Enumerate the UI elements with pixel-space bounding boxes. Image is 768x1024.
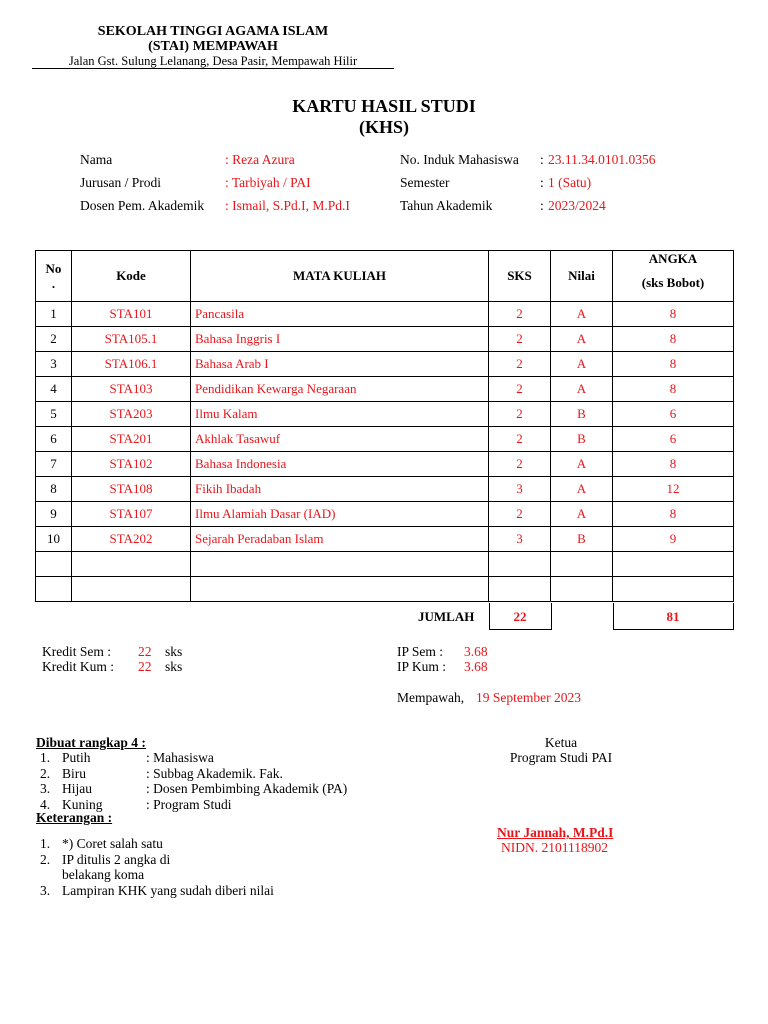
- row-no: 1: [36, 302, 72, 327]
- school-name: SEKOLAH TINGGI AGAMA ISLAM: [97, 24, 329, 39]
- col-nilai-header: Nilai: [551, 251, 613, 302]
- date-value: 19 September 2023: [476, 690, 581, 705]
- row-sks: 2: [489, 502, 551, 527]
- table-row: [36, 327, 734, 352]
- school-address: Jalan Gst. Sulung Lelanang, Desa Pasir, Mempawah Hilir: [68, 54, 358, 68]
- rangkap-title: Dibuat rangkap 4 :: [36, 735, 146, 750]
- row-nilai: A: [551, 377, 613, 402]
- row-kode: STA102: [72, 452, 191, 477]
- row-kode: STA106.1: [72, 352, 191, 377]
- row-sks: 2: [489, 427, 551, 452]
- jurusan-value: : Tarbiyah / PAI: [225, 175, 311, 190]
- rangkap-num: 2.: [40, 765, 51, 781]
- doc-title: KARTU HASIL STUDI: [292, 96, 476, 116]
- empty-cell: [613, 552, 734, 577]
- grades-table: [35, 250, 734, 602]
- sign-nidn: NIDN. 2101118902: [501, 840, 608, 855]
- keterangan-num: 3.: [40, 882, 51, 898]
- table-row-empty: [36, 577, 734, 602]
- row-nilai: A: [551, 352, 613, 377]
- row-kode: STA203: [72, 402, 191, 427]
- rangkap-num: 1.: [40, 750, 51, 765]
- table-row: [36, 527, 734, 552]
- row-angka: 8: [613, 452, 734, 477]
- nim-colon: :: [540, 152, 544, 167]
- keterangan-num: 1.: [40, 836, 51, 851]
- row-angka: 8: [613, 502, 734, 527]
- tahun-label: Tahun Akademik: [400, 198, 493, 213]
- tahun-value: 2023/2024: [548, 198, 606, 213]
- row-mata-kuliah: Akhlak Tasawuf: [191, 427, 489, 452]
- row-mata-kuliah: Pancasila: [191, 302, 489, 327]
- row-mata-kuliah: Ilmu Alamiah Dasar (IAD): [191, 502, 489, 527]
- keterangan-title: Keterangan :: [36, 810, 113, 825]
- rangkap-num: 3.: [40, 781, 51, 796]
- row-no: 8: [36, 477, 72, 502]
- semester-value: 1 (Satu): [548, 175, 592, 190]
- nim-label: No. Induk Mahasiswa: [400, 152, 519, 167]
- date-place: Mempawah,: [397, 690, 465, 705]
- table-row: [36, 402, 734, 427]
- kredit-sem-value: 22: [138, 644, 152, 659]
- semester-colon: :: [540, 175, 544, 190]
- rangkap-color: Hijau: [62, 781, 92, 796]
- row-sks: 2: [489, 402, 551, 427]
- row-angka: 6: [613, 427, 734, 452]
- rangkap-desc: : Subbag Akademik. Fak.: [146, 765, 283, 781]
- row-angka: 8: [613, 302, 734, 327]
- row-kode: STA107: [72, 502, 191, 527]
- kredit-kum-value: 22: [138, 659, 152, 674]
- keterangan-item: [40, 852, 274, 883]
- rangkap-desc: : Program Studi: [146, 796, 232, 812]
- row-sks: 2: [489, 327, 551, 352]
- rangkap-num: 4.: [40, 796, 51, 812]
- row-angka: 6: [613, 402, 734, 427]
- col-angka-text: ANGKA: [648, 251, 698, 266]
- school-abbrev: (STAI) MEMPAWAH: [148, 39, 278, 54]
- table-row-empty: [36, 552, 734, 577]
- table-row: [36, 427, 734, 452]
- rangkap-color: Putih: [62, 750, 91, 765]
- jumlah-sks: 22: [513, 609, 527, 624]
- col-angka-sub: (sks Bobot): [641, 275, 705, 290]
- empty-cell: [551, 577, 613, 602]
- header-underline: [32, 68, 394, 69]
- empty-cell: [72, 577, 191, 602]
- rangkap-item: [40, 750, 347, 766]
- rangkap-list: [40, 750, 347, 812]
- row-angka: 12: [613, 477, 734, 502]
- jumlah-label: JUMLAH: [418, 609, 475, 624]
- row-sks: 2: [489, 352, 551, 377]
- ip-kum-value: 3.68: [464, 659, 488, 674]
- semester-label: Semester: [400, 175, 450, 190]
- col-kode-header: Kode: [72, 251, 191, 302]
- row-angka: 8: [613, 352, 734, 377]
- keterangan-text-cont: belakang koma: [62, 867, 145, 882]
- row-sks: 2: [489, 302, 551, 327]
- row-kode: STA108: [72, 477, 191, 502]
- row-mata-kuliah: Bahasa Indonesia: [191, 452, 489, 477]
- rangkap-color: Kuning: [62, 796, 103, 812]
- keterangan-text: Lampiran KHK yang sudah diberi nilai: [62, 882, 274, 898]
- row-nilai: B: [551, 402, 613, 427]
- empty-cell: [36, 552, 72, 577]
- rangkap-item: [40, 766, 347, 782]
- row-angka: 8: [613, 327, 734, 352]
- row-nilai: A: [551, 477, 613, 502]
- row-no: 5: [36, 402, 72, 427]
- col-no-text: No: [45, 261, 62, 276]
- row-angka: 8: [613, 377, 734, 402]
- keterangan-list: [40, 836, 274, 898]
- row-sks: 2: [489, 452, 551, 477]
- kredit-kum-label: Kredit Kum :: [42, 659, 114, 674]
- col-no-dot: .: [51, 276, 56, 291]
- sign-name: Nur Jannah, M.Pd.I: [497, 825, 614, 840]
- doc-subtitle: (KHS): [358, 117, 409, 137]
- rangkap-item: [40, 781, 347, 797]
- kredit-kum-unit: sks: [165, 659, 183, 674]
- row-mata-kuliah: Ilmu Kalam: [191, 402, 489, 427]
- row-sks: 3: [489, 527, 551, 552]
- col-sks-header: SKS: [489, 251, 551, 302]
- keterangan-item: [40, 836, 274, 852]
- kredit-sem-label: Kredit Sem :: [42, 644, 111, 659]
- row-nilai: A: [551, 302, 613, 327]
- col-mk-header: MATA KULIAH: [191, 251, 489, 302]
- empty-cell: [551, 552, 613, 577]
- col-angka-header: [613, 251, 734, 302]
- row-mata-kuliah: Pendidikan Kewarga Negaraan: [191, 377, 489, 402]
- table-row: [36, 352, 734, 377]
- table-row: [36, 302, 734, 327]
- jumlah-angka: 81: [666, 609, 680, 624]
- row-kode: STA103: [72, 377, 191, 402]
- empty-cell: [489, 577, 551, 602]
- empty-cell: [36, 577, 72, 602]
- row-no: 7: [36, 452, 72, 477]
- ip-sem-label: IP Sem :: [397, 644, 444, 659]
- empty-cell: [489, 552, 551, 577]
- sign-role-2: Program Studi PAI: [509, 750, 613, 765]
- nama-label: Nama: [80, 152, 113, 167]
- table-header-row: [36, 251, 734, 302]
- table-row: [36, 377, 734, 402]
- rangkap-desc: : Dosen Pembimbing Akademik (PA): [146, 781, 348, 796]
- keterangan-text: *) Coret salah satu: [62, 836, 163, 851]
- row-mata-kuliah: Bahasa Arab I: [191, 352, 489, 377]
- keterangan-num: 2.: [40, 851, 51, 867]
- table-row: [36, 452, 734, 477]
- row-no: 6: [36, 427, 72, 452]
- row-nilai: B: [551, 427, 613, 452]
- row-sks: 3: [489, 477, 551, 502]
- nama-value: : Reza Azura: [225, 152, 295, 167]
- jurusan-label: Jurusan / Prodi: [80, 175, 161, 190]
- rangkap-color: Biru: [62, 765, 87, 781]
- row-angka: 9: [613, 527, 734, 552]
- dosen-value: : Ismail, S.Pd.I, M.Pd.I: [225, 198, 350, 213]
- row-mata-kuliah: Bahasa Inggris I: [191, 327, 489, 352]
- rangkap-desc: : Mahasiswa: [146, 750, 214, 765]
- empty-cell: [613, 577, 734, 602]
- table-row: [36, 477, 734, 502]
- row-mata-kuliah: Fikih Ibadah: [191, 477, 489, 502]
- sign-role-1: Ketua: [544, 735, 578, 750]
- empty-cell: [191, 577, 489, 602]
- empty-cell: [72, 552, 191, 577]
- row-nilai: A: [551, 452, 613, 477]
- row-nilai: A: [551, 502, 613, 527]
- keterangan-text: IP ditulis 2 angka di: [62, 851, 171, 867]
- row-kode: STA101: [72, 302, 191, 327]
- row-nilai: B: [551, 527, 613, 552]
- col-no-header: [36, 251, 72, 302]
- empty-cell: [191, 552, 489, 577]
- row-no: 9: [36, 502, 72, 527]
- row-kode: STA201: [72, 427, 191, 452]
- ip-kum-label: IP Kum :: [397, 659, 447, 674]
- tahun-colon: :: [540, 198, 544, 213]
- nim-value: 23.11.34.0101.0356: [548, 152, 656, 167]
- row-no: 3: [36, 352, 72, 377]
- row-mata-kuliah: Sejarah Peradaban Islam: [191, 527, 489, 552]
- row-kode: STA105.1: [72, 327, 191, 352]
- row-no: 4: [36, 377, 72, 402]
- keterangan-item: [40, 883, 274, 899]
- row-nilai: A: [551, 327, 613, 352]
- kredit-sem-unit: sks: [165, 644, 183, 659]
- row-kode: STA202: [72, 527, 191, 552]
- ip-sem-value: 3.68: [464, 644, 488, 659]
- row-no: 2: [36, 327, 72, 352]
- row-sks: 2: [489, 377, 551, 402]
- table-row: [36, 502, 734, 527]
- row-no: 10: [36, 527, 72, 552]
- dosen-label: Dosen Pem. Akademik: [80, 198, 205, 213]
